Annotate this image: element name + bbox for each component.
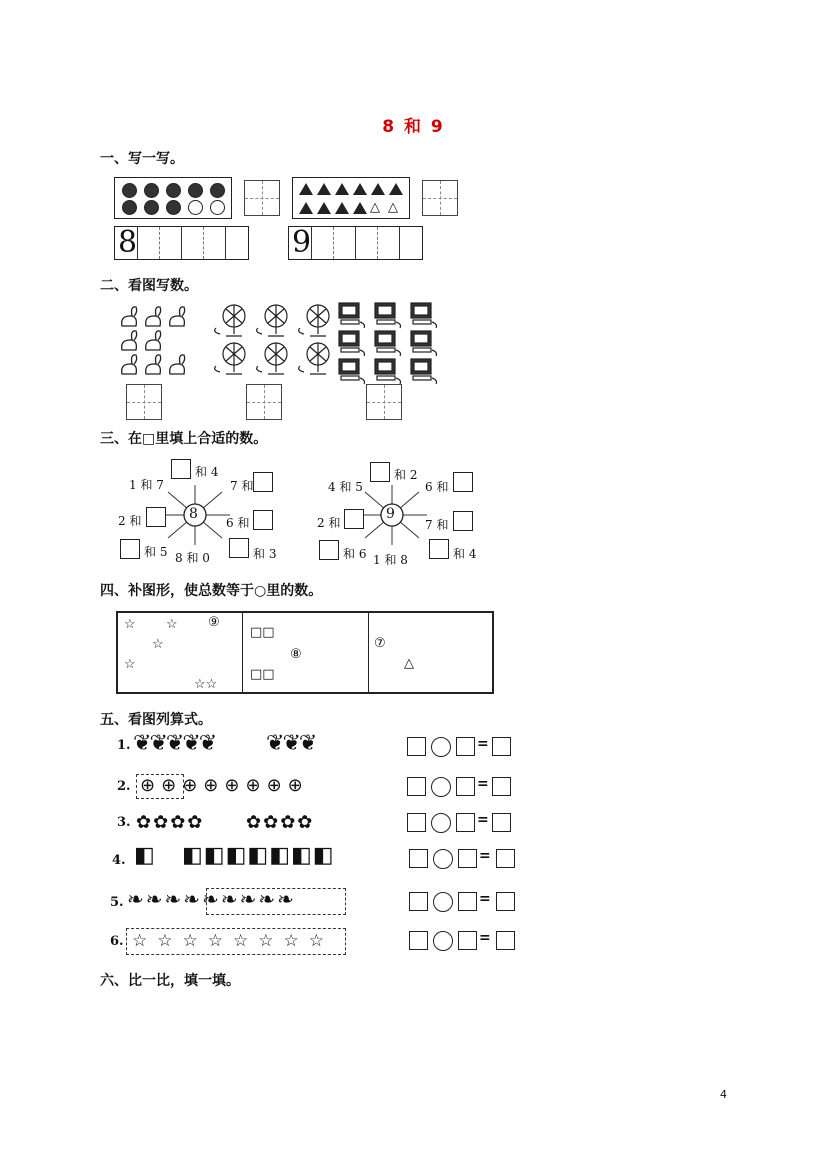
digit-9: 9	[292, 225, 312, 260]
swan-icons	[122, 307, 185, 374]
answer-box[interactable]	[496, 849, 515, 868]
square-icon: □□	[250, 667, 275, 682]
filled-dot	[166, 183, 181, 198]
equals-sign: =	[477, 812, 489, 828]
balloon-icon: ❦❦❦	[266, 731, 316, 756]
equals-sign: =	[479, 891, 491, 907]
wheel-label: 和 4	[453, 547, 477, 561]
operator-circle[interactable]	[431, 813, 451, 833]
filled-dot	[166, 200, 181, 215]
filled-dot	[144, 183, 159, 198]
target-number: ⑨	[208, 615, 220, 630]
answer-box[interactable]	[492, 777, 511, 796]
answer-box[interactable]	[409, 849, 428, 868]
answer-grid[interactable]	[126, 384, 162, 420]
triangles-box	[292, 177, 410, 219]
target-number: ⑧	[290, 647, 302, 662]
cup-icon: ◧	[134, 843, 155, 868]
answer-box[interactable]	[453, 472, 473, 492]
square-icon: □□	[250, 625, 275, 640]
star-icon: ☆☆	[194, 677, 218, 692]
answer-box[interactable]	[453, 511, 473, 531]
answer-box[interactable]	[407, 737, 426, 756]
answer-box[interactable]	[456, 737, 475, 756]
answer-grid[interactable]	[366, 384, 402, 420]
answer-box[interactable]	[458, 849, 477, 868]
filled-dot	[122, 183, 137, 198]
answer-box[interactable]	[407, 777, 426, 796]
filled-dot	[122, 200, 137, 215]
wheel-label: 1 和 7	[129, 478, 164, 492]
answer-box[interactable]	[456, 777, 475, 796]
filled-triangle	[335, 202, 349, 214]
wheel-label: 7 和	[230, 479, 254, 493]
section-1-heading: 一、写一写。	[100, 151, 184, 167]
wheel-label: 2 和	[118, 514, 142, 528]
star-icon: ☆	[152, 637, 164, 652]
flower-icon: ✿✿✿✿	[136, 812, 205, 833]
operator-circle[interactable]	[433, 931, 453, 951]
wheel-center: 8	[189, 506, 198, 522]
leaf-icon: ❧❧❧❧❧❧❧❧❧	[127, 887, 296, 911]
operator-circle[interactable]	[431, 737, 451, 757]
open-triangle-icon: △	[370, 200, 380, 215]
row-number: 3.	[117, 815, 131, 830]
balloon-icon: ❦❦❦❦❦	[133, 731, 216, 756]
page-title: 8 和 9	[382, 117, 445, 137]
row-number: 4.	[112, 853, 126, 868]
operator-circle[interactable]	[433, 849, 453, 869]
answer-box[interactable]	[456, 813, 475, 832]
filled-triangle	[353, 202, 367, 214]
empty-dot	[188, 200, 203, 215]
answer-box[interactable]	[253, 472, 273, 492]
filled-triangle	[299, 183, 313, 195]
cup-icon: ◧◧◧◧◧◧◧	[182, 843, 335, 868]
wheel-label: 2 和	[317, 516, 341, 530]
filled-dot	[144, 200, 159, 215]
row-number: 6.	[110, 934, 124, 949]
answer-box[interactable]	[458, 892, 477, 911]
ball-icon: ⊕⊕⊕⊕⊕⊕⊕⊕	[140, 775, 309, 796]
writing-strip-8[interactable]	[114, 226, 249, 260]
filled-triangle	[299, 202, 313, 214]
answer-box[interactable]	[458, 931, 477, 950]
filled-triangle	[353, 183, 367, 195]
star-icon: ☆☆☆☆☆☆☆☆	[132, 931, 334, 951]
answer-grid[interactable]	[422, 180, 458, 216]
filled-triangle	[371, 183, 385, 195]
equals-sign: =	[479, 848, 491, 864]
answer-box[interactable]	[429, 539, 449, 559]
answer-box[interactable]	[492, 737, 511, 756]
section-5-heading: 五、看图列算式。	[100, 712, 212, 728]
computer-icons	[339, 303, 437, 384]
wheel-label: 6 和	[425, 480, 449, 494]
wheel-center: 9	[386, 506, 395, 522]
wheel-label: 7 和	[425, 518, 449, 532]
wheel-label: 和 2	[394, 468, 418, 482]
answer-box[interactable]	[496, 931, 515, 950]
answer-grid[interactable]	[246, 384, 282, 420]
answer-grid[interactable]	[244, 180, 280, 216]
flower-icon: ✿✿✿✿	[246, 812, 315, 833]
equals-sign: =	[479, 930, 491, 946]
wheel-label: 4 和 5	[328, 480, 363, 494]
answer-box[interactable]	[407, 813, 426, 832]
filled-triangle	[317, 202, 331, 214]
filled-dot	[188, 183, 203, 198]
filled-triangle	[389, 183, 403, 195]
answer-box[interactable]	[253, 510, 273, 530]
filled-triangle	[335, 183, 349, 195]
digit-8: 8	[118, 225, 138, 260]
row-number: 2.	[117, 779, 131, 794]
answer-box[interactable]	[496, 892, 515, 911]
equals-sign: =	[477, 776, 489, 792]
triangle-icon: △	[404, 656, 414, 671]
section-4-heading: 四、补图形，使总数等于○里的数。	[100, 583, 323, 599]
empty-dot	[210, 200, 225, 215]
answer-box[interactable]	[319, 540, 339, 560]
answer-box[interactable]	[229, 538, 249, 558]
wheel-label: 6 和	[226, 516, 250, 530]
wheel-label: 和 5	[144, 545, 168, 559]
star-icon: ☆	[124, 617, 136, 632]
answer-box[interactable]	[120, 539, 140, 559]
operator-circle[interactable]	[431, 777, 451, 797]
section-2-heading: 二、看图写数。	[100, 278, 198, 294]
answer-box[interactable]	[171, 459, 191, 479]
fan-icons	[215, 305, 329, 374]
target-number: ⑦	[374, 636, 386, 651]
row-number: 5.	[110, 895, 124, 910]
filled-triangle	[317, 183, 331, 195]
answer-box[interactable]	[409, 892, 428, 911]
open-triangle-icon: △	[388, 200, 398, 215]
page-number: 4	[720, 1088, 727, 1101]
answer-box[interactable]	[409, 931, 428, 950]
answer-box[interactable]	[492, 813, 511, 832]
wheel-label: 8 和 0	[175, 551, 210, 565]
row-number: 1.	[117, 738, 131, 753]
complete-shapes-table	[116, 611, 494, 694]
section-6-heading: 六、比一比，填一填。	[100, 973, 240, 989]
operator-circle[interactable]	[433, 892, 453, 912]
answer-box[interactable]	[370, 462, 390, 482]
answer-box[interactable]	[146, 507, 166, 527]
star-icon: ☆	[124, 657, 136, 672]
wheel-label: 和 4	[195, 465, 219, 479]
answer-box[interactable]	[344, 509, 364, 529]
equals-sign: =	[477, 736, 489, 752]
writing-strip-9[interactable]	[288, 226, 423, 260]
filled-dot	[210, 183, 225, 198]
dots-box	[114, 177, 232, 219]
star-icon: ☆	[166, 617, 178, 632]
wheel-label: 1 和 8	[373, 553, 408, 567]
section-3-heading: 三、在□里填上合适的数。	[100, 431, 268, 447]
wheel-label: 和 6	[343, 547, 367, 561]
wheel-label: 和 3	[253, 547, 277, 561]
